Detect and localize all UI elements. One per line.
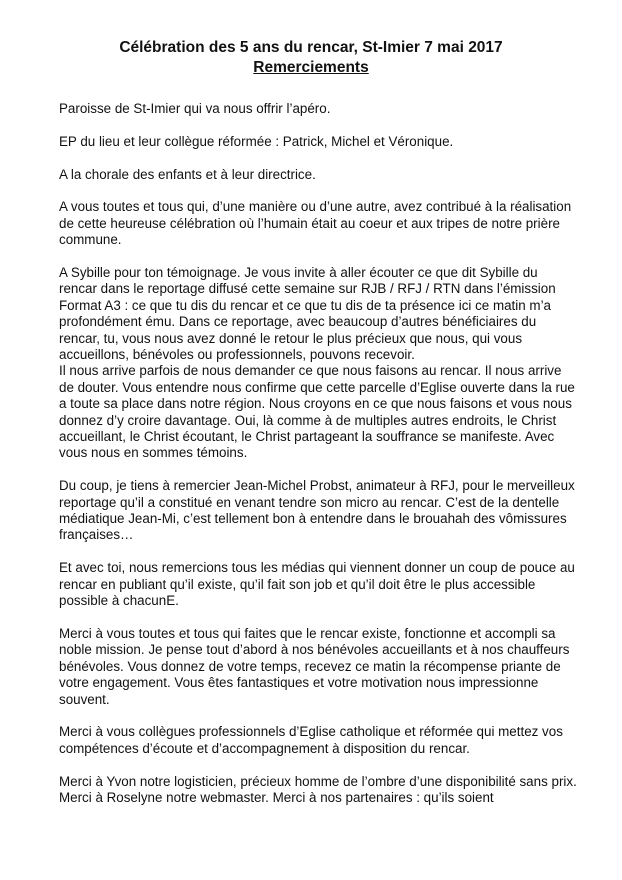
paragraph: A Sybille pour ton témoignage. Je vous invite à aller écouter ce que dit Sybille du rencar dans le reportage diffusé cette semaine sur RJB / RFJ / RTN dans l’émission Format A3 : ce que tu dis du rencar et ce que tu dis de ta présence ici ce matin m’a profondément ému. Dans ce reportage, avec beaucoup d’autres bénéficiaires du rencar, tu, vous nous avez donné le retour le plus précieux que nous, qui vous accueillons, bénévoles ou professionnels, pouvons recevoir. xyxy=(59,265,556,363)
paragraph: Merci à vous collègues professionnels d’Eglise catholique et réformée qui mettez vos compétences d’écoute et d’accompagnement à disposition du rencar. xyxy=(59,724,563,756)
document-body xyxy=(59,101,579,823)
paragraph: Il nous arrive parfois de nous demander ce que nous faisons au rencar. Il nous arrive de douter. Vous entendre nous confirme que cette parcelle d’Eglise ouverte dans la rue a toute sa place dans notre région. Nous croyons en ce que nous faisons et vous nous donnez d’y croire davantage. Oui, là comme à de multiples autres endroits, le Christ accueillant, le Christ écoutant, le Christ partageant la souffrance se manifeste. Avec vous nous en sommes témoins. xyxy=(59,363,575,461)
paragraph: Merci à Yvon notre logisticien, précieux homme de l’ombre d’une disponibilité sans prix. Merci à Roselyne notre webmaster. Merci à nos partenaires : qu’ils soient xyxy=(59,773,577,805)
document-header xyxy=(0,38,622,78)
paragraph: A vous toutes et tous qui, d’une manière ou d’une autre, avez contribué à la réalisation de cette heureuse célébration où l’humain était au coeur et aux tripes de notre prière commune. xyxy=(59,199,572,248)
paragraph: A la chorale des enfants et à leur directrice. xyxy=(59,166,316,182)
paragraph: Et avec toi, nous remercions tous les médias qui viennent donner un coup de pouce au rencar en publiant qu’il existe, qu’il fait son job et qu’il doit être le plus accessible possible à chacunE. xyxy=(59,560,575,609)
document-subtitle: Remerciements xyxy=(253,59,369,76)
paragraph: Du coup, je tiens à remercier Jean-Michel Probst, animateur à RFJ, pour le merveilleux reportage qu’il a constitué en venant tendre son micro au rencar. C’est de la dentelle médiatique Jean-Mi, c’est tellement bon à entendre dans le brouahah des vômissures françaises… xyxy=(59,478,575,543)
paragraph: Paroisse de St-Imier qui va nous offrir l’apéro. xyxy=(59,101,331,116)
document-title: Célébration des 5 ans du rencar, St-Imier 7 mai 2017 xyxy=(119,39,503,56)
paragraph: EP du lieu et leur collègue réformée : Patrick, Michel et Véronique. xyxy=(59,133,454,149)
paragraph: Merci à vous toutes et tous qui faites que le rencar existe, fonctionne et accompli sa noble mission. Je pense tout d’abord à nos bénévoles accueillants et à nos chauffeurs bénévoles. Vous donnez de votre temps, recevez ce matin la récompense priante de votre engagement. Vous êtes fantastiques et votre motivation nous impressionne souvent. xyxy=(59,625,570,707)
